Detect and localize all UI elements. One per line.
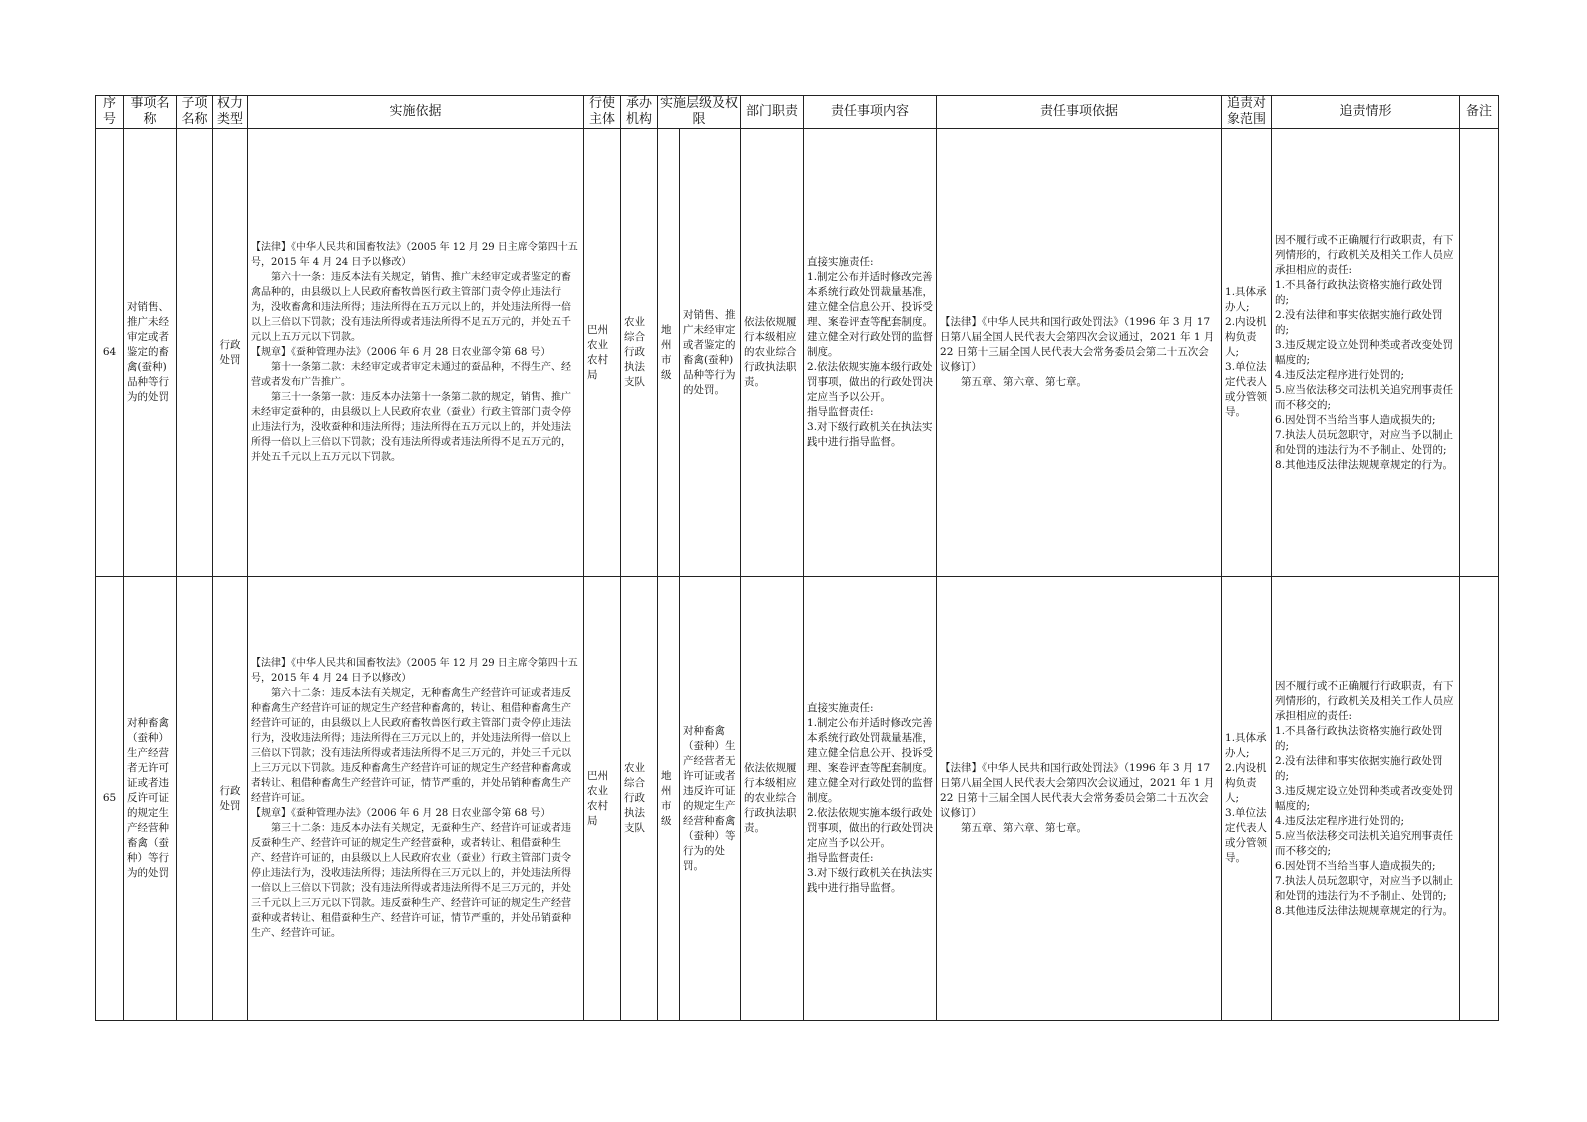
resp-basis-para: 【法律】《中华人民共和国行政处罚法》（1996 年 3 月 17 日第八届全国人民代表大会第四次会议通过，2021 年 1 月 22 日第十三届全国人民代表大会常务委员会第二十五次会议修订） <box>940 316 1215 373</box>
cell-item-name: 对销售、推广未经审定或者鉴定的畜禽(蚕种)品种等行为的处罚 <box>124 129 177 577</box>
cell-seq: 65 <box>96 577 124 1021</box>
cell-subject: 巴州农业农村局 <box>584 129 621 577</box>
header-seq: 序号 <box>96 96 124 129</box>
header-resp-basis: 责任事项依据 <box>937 96 1222 129</box>
cell-note <box>1460 129 1499 577</box>
basis-para: 第六十二条：违反本法有关规定，无种畜禽生产经营许可证或者违反种畜禽生产经营许可证的规定生产经营种畜禽的，转让、租借种畜禽生产经营许可证的，由县级以上人民政府畜牧兽医行政主管部门责令停止违法行为，没收违法所得；违法所得在三万元以上的，并处违法所得一倍以上三倍以下罚款；没有违法所得或者违法所得不足三万元的，并处三千元以上三万元以下罚款。违反种畜禽生产经营许可证的规定生产经营种畜禽或者转让、租借种畜禽生产经营许可证，情节严重的，并处吊销种畜禽生产经营许可证。 <box>251 688 571 804</box>
basis-para: 第六十一条：违反本法有关规定，销售、推广未经审定或者鉴定的畜禽品种的，由县级以上人民政府畜牧兽医行政主管部门责令停止违法行为，没收畜禽和违法所得；违法所得在五万元以上的，并处违法所得一倍以上三倍以下罚款；没有违法所得或者违法所得不足五万元的，并处五千元以上五万元以下罚款。 <box>251 272 571 343</box>
cell-authority: 对销售、推广未经审定或者鉴定的畜禽(蚕种)品种等行为的处罚。 <box>680 129 741 577</box>
cell-duty: 依法依规履行本级相应的农业综合行政执法职责。 <box>741 129 804 577</box>
cell-sub-item <box>177 577 213 1021</box>
resp-basis-para: 【法律】《中华人民共和国行政处罚法》（1996 年 3 月 17 日第八届全国人民代表大会第四次会议通过，2021 年 1 月 22 日第十三届全国人民代表大会常务委员会第二十五次会议修订） <box>940 762 1215 819</box>
basis-para: 第三十二条：违反本办法有关规定，无蚕种生产、经营许可证或者违反蚕种生产、经营许可证的规定生产经营蚕种，或者转让、租借蚕种生产、经营许可证的，由县级以上人民政府农业（蚕业）行政主管部门责令停止违法行为，没收违法所得；违法所得在三万元以上的，并处违法所得一倍以上三倍以下罚款；没有违法所得或者违法所得不足三万元的，并处三千元以上三万元以下罚款。违反蚕种生产、经营许可证的规定生产经营蚕种或者转让、租借蚕种生产、经营许可证，情节严重的，并处吊销蚕种生产、经营许可证。 <box>251 823 571 939</box>
table-row-64 <box>96 129 1499 577</box>
cell-situation: 因不履行或不正确履行行政职责，有下列情形的，行政机关及相关工作人员应承担相应的责任: 1.不具备行政执法资格实施行政处罚的; 2.没有法律和事实依据实施行政处罚的; 3.违反规定设立处罚种类或者改变处罚幅度的; 4.违反法定程序进行处罚的; 5.应当依法移交司法机关追究刑事责任而不移交的; 6.因处罚不当给当事人造成损失的; 7.执法人员玩忽职守，对应当予以制止和处罚的违法行为不予制止、处罚的; 8.其他违反法律法规规章规定的行为。 <box>1272 577 1460 1021</box>
cell-agency: 农业综合行政执法支队 <box>621 577 658 1021</box>
cell-scope: 1.具体承办人; 2.内设机构负责人; 3.单位法定代表人或分管领导。 <box>1222 577 1272 1021</box>
cell-resp-basis <box>937 577 1222 1021</box>
header-scope: 追责对象范围 <box>1222 96 1272 129</box>
cell-subject: 巴州农业农村局 <box>584 577 621 1021</box>
header-sub-item: 子项名称 <box>177 96 213 129</box>
header-subject: 行使主体 <box>584 96 621 129</box>
cell-agency: 农业综合行政执法支队 <box>621 129 658 577</box>
basis-para: 【法律】《中华人民共和国畜牧法》（2005 年 12 月 29 日主席令第四十五号，2015 年 4 月 24 日予以修改） <box>251 658 578 684</box>
header-note: 备注 <box>1460 96 1499 129</box>
cell-power-type: 行政处罚 <box>213 129 248 577</box>
cell-note <box>1460 577 1499 1021</box>
cell-resp-content: 直接实施责任: 1.制定公布并适时修改完善本系统行政处罚裁量基准，建立健全信息公开、投诉受理、案卷评查等配套制度。建立健全对行政处罚的监督制度。 2.依法依规实施本级行政处罚事项，做出的行政处罚决定应当予以公开。 指导监督责任: 3.对下级行政机关在执法实践中进行指导监督。 <box>804 129 937 577</box>
resp-basis-para: 第五章、第六章、第七章。 <box>961 822 1088 834</box>
header-resp-content: 责任事项内容 <box>804 96 937 129</box>
basis-para: 第十一条第二款：未经审定或者审定未通过的蚕品种，不得生产、经营或者发布广告推广。 <box>251 362 571 388</box>
cell-duty: 依法依规履行本级相应的农业综合行政执法职责。 <box>741 577 804 1021</box>
cell-resp-basis <box>937 129 1222 577</box>
cell-power-type: 行政处罚 <box>213 577 248 1021</box>
header-situation: 追责情形 <box>1272 96 1460 129</box>
basis-para: 【规章】《蚕种管理办法》（2006 年 6 月 28 日农业部令第 68 号） <box>251 808 551 819</box>
header-duty: 部门职责 <box>741 96 804 129</box>
cell-item-name: 对种畜禽（蚕种）生产经营者无许可证或者违反许可证的规定生产经营种畜禽（蚕种）等行为的处罚 <box>124 577 177 1021</box>
cell-level: 地州市级 <box>658 577 680 1021</box>
cell-scope: 1.具体承办人; 2.内设机构负责人; 3.单位法定代表人或分管领导。 <box>1222 129 1272 577</box>
header-power-type: 权力类型 <box>213 96 248 129</box>
header-level: 实施层级及权限 <box>658 96 741 129</box>
cell-sub-item <box>177 129 213 577</box>
header-row <box>96 96 1499 129</box>
cell-authority: 对种畜禽（蚕种）生产经营者无许可证或者违反许可证的规定生产经营种畜禽（蚕种）等行为的处罚。 <box>680 577 741 1021</box>
basis-para: 第三十一条第一款：违反本办法第十一条第二款的规定，销售、推广未经审定蚕种的，由县级以上人民政府农业（蚕业）行政主管部门责令停止违法行为，没收蚕种和违法所得；违法所得在五万元以上的，并处违法所得一倍以上三倍以下罚款；没有违法所得或者违法所得不足五万元的，并处五千元以上五万元以下罚款。 <box>251 392 571 463</box>
cell-situation: 因不履行或不正确履行行政职责，有下列情形的，行政机关及相关工作人员应承担相应的责任: 1.不具备行政执法资格实施行政处罚的; 2.没有法律和事实依据实施行政处罚的; 3.违反规定设立处罚种类或者改变处罚幅度的; 4.违反法定程序进行处罚的; 5.应当依法移交司法机关追究刑事责任而不移交的; 6.因处罚不当给当事人造成损失的; 7.执法人员玩忽职守，对应当予以制止和处罚的违法行为不予制止、处罚的; 8.其他违反法律法规规章规定的行为。 <box>1272 129 1460 577</box>
header-item-name: 事项名称 <box>124 96 177 129</box>
cell-basis <box>248 129 584 577</box>
header-agency: 承办机构 <box>621 96 658 129</box>
table-row-65 <box>96 577 1499 1021</box>
resp-basis-para: 第五章、第六章、第七章。 <box>961 376 1088 388</box>
cell-resp-content: 直接实施责任: 1.制定公布并适时修改完善本系统行政处罚裁量基准，建立健全信息公开、投诉受理、案卷评查等配套制度。建立健全对行政处罚的监督制度。 2.依法依规实施本级行政处罚事项，做出的行政处罚决定应当予以公开。 指导监督责任: 3.对下级行政机关在执法实践中进行指导监督。 <box>804 577 937 1021</box>
cell-seq: 64 <box>96 129 124 577</box>
responsibility-table <box>95 95 1499 1021</box>
cell-level: 地州市级 <box>658 129 680 577</box>
header-basis: 实施依据 <box>248 96 584 129</box>
cell-basis <box>248 577 584 1021</box>
basis-para: 【规章】《蚕种管理办法》（2006 年 6 月 28 日农业部令第 68 号） <box>251 347 551 358</box>
basis-para: 【法律】《中华人民共和国畜牧法》（2005 年 12 月 29 日主席令第四十五号，2015 年 4 月 24 日予以修改） <box>251 242 578 268</box>
